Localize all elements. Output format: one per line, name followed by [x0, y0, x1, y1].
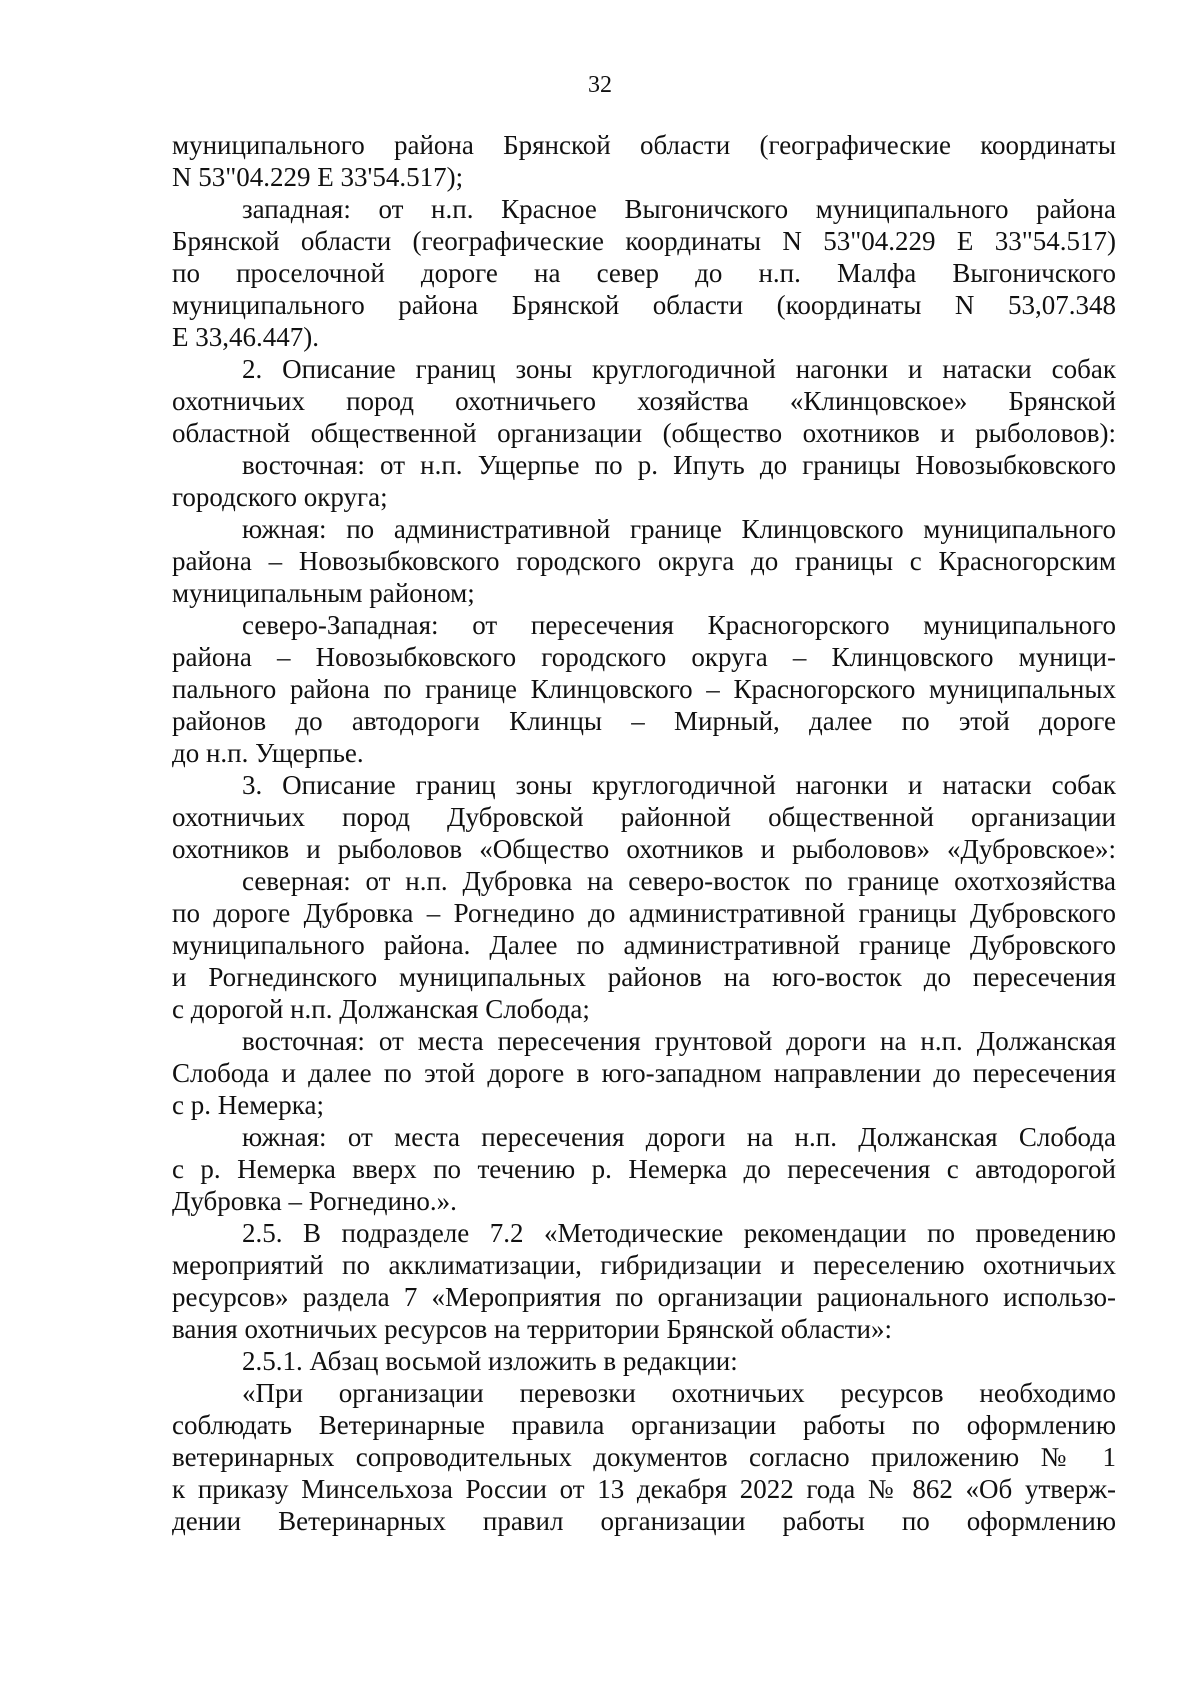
text-line: к приказу Минсельхоза России от 13 декабря 2022 года № 862 «Об утверж-: [172, 1474, 1116, 1504]
text-line: Дубровка – Рогнедино.».: [172, 1186, 457, 1216]
text-line: с дорогой н.п. Должанская Слобода;: [172, 994, 590, 1024]
text-line: муниципального района Брянской области (географические координаты: [172, 130, 1116, 160]
text-line: 2.5.1. Абзац восьмой изложить в редакции:: [242, 1346, 738, 1376]
text-line: охотничьих пород Дубровской районной общественной организации: [172, 802, 1116, 832]
text-line: N 53"04.229 E 33'54.517);: [172, 162, 464, 192]
text-line: с р. Немерка вверх по течению р. Немерка до пересечения с автодорогой: [172, 1154, 1116, 1184]
text-line: соблюдать Ветеринарные правила организации работы по оформлению: [172, 1410, 1116, 1440]
text-line: западная: от н.п. Красное Выгоничского муниципального района: [242, 194, 1116, 224]
text-line: дении Ветеринарных правил организации работы по оформлению: [172, 1506, 1116, 1536]
text-line: мероприятий по акклиматизации, гибридизации и переселению охотничьих: [172, 1250, 1116, 1280]
text-line: по проселочной дороге на север до н.п. Малфа Выгоничского: [172, 258, 1116, 288]
document-body: [172, 129, 1116, 1537]
text-line: 3. Описание границ зоны круглогодичной нагонки и натаски собак: [242, 770, 1116, 800]
text-line: муниципальным районом;: [172, 578, 475, 608]
text-line: и Рогнединского муниципальных районов на юго-восток до пересечения: [172, 962, 1116, 992]
text-line: Слобода и далее по этой дороге в юго-западном направлении до пересечения: [172, 1058, 1116, 1088]
text-line: муниципального района. Далее по административной границе Дубровского: [172, 930, 1116, 960]
text-line: 2. Описание границ зоны круглогодичной нагонки и натаски собак: [242, 354, 1116, 384]
text-line: с р. Немерка;: [172, 1090, 324, 1120]
text-line: E 33,46.447).: [172, 322, 319, 352]
text-line: северная: от н.п. Дубровка на северо-восток по границе охотхозяйства: [242, 866, 1116, 896]
page-number: 32: [588, 72, 612, 98]
text-line: районов до автодороги Клинцы – Мирный, далее по этой дороге: [172, 706, 1116, 736]
text-line: охотничьих пород охотничьего хозяйства «Клинцовское» Брянской: [172, 386, 1116, 416]
text-line: охотников и рыболовов «Общество охотников и рыболовов» «Дубровское»:: [172, 834, 1116, 864]
text-line: восточная: от места пересечения грунтовой дороги на н.п. Должанская: [242, 1026, 1116, 1056]
text-line: восточная: от н.п. Ущерпье по р. Ипуть до границы Новозыбковского: [242, 450, 1116, 480]
text-line: городского округа;: [172, 482, 388, 512]
text-line: южная: по административной границе Клинцовского муниципального: [242, 514, 1116, 544]
text-line: района – Новозыбковского городского округа до границы с Красногорским: [172, 546, 1116, 576]
text-line: по дороге Дубровка – Рогнедино до административной границы Дубровского: [172, 898, 1116, 928]
text-line: 2.5. В подразделе 7.2 «Методические рекомендации по проведению: [242, 1218, 1116, 1248]
text-line: Брянской области (географические координаты N 53"04.229 E 33"54.517): [172, 226, 1116, 256]
text-line: южная: от места пересечения дороги на н.п. Должанская Слобода: [242, 1122, 1116, 1152]
text-line: северо-Западная: от пересечения Красногорского муниципального: [242, 610, 1116, 640]
text-line: ветеринарных сопроводительных документов согласно приложению № 1: [172, 1442, 1116, 1472]
text-line: вания охотничьих ресурсов на территории Брянской области»:: [172, 1314, 893, 1344]
text-line: до н.п. Ущерпье.: [172, 738, 364, 768]
text-line: пального района по границе Клинцовского – Красногорского муниципальных: [172, 674, 1116, 704]
text-line: ресурсов» раздела 7 «Мероприятия по организации рационального использо-: [172, 1282, 1116, 1312]
text-line: муниципального района Брянской области (координаты N 53,07.348: [172, 290, 1116, 320]
text-line: областной общественной организации (общество охотников и рыболовов):: [172, 418, 1116, 448]
text-line: «При организации перевозки охотничьих ресурсов необходимо: [242, 1378, 1116, 1408]
text-line: района – Новозыбковского городского округа – Клинцовского муници-: [172, 642, 1116, 672]
